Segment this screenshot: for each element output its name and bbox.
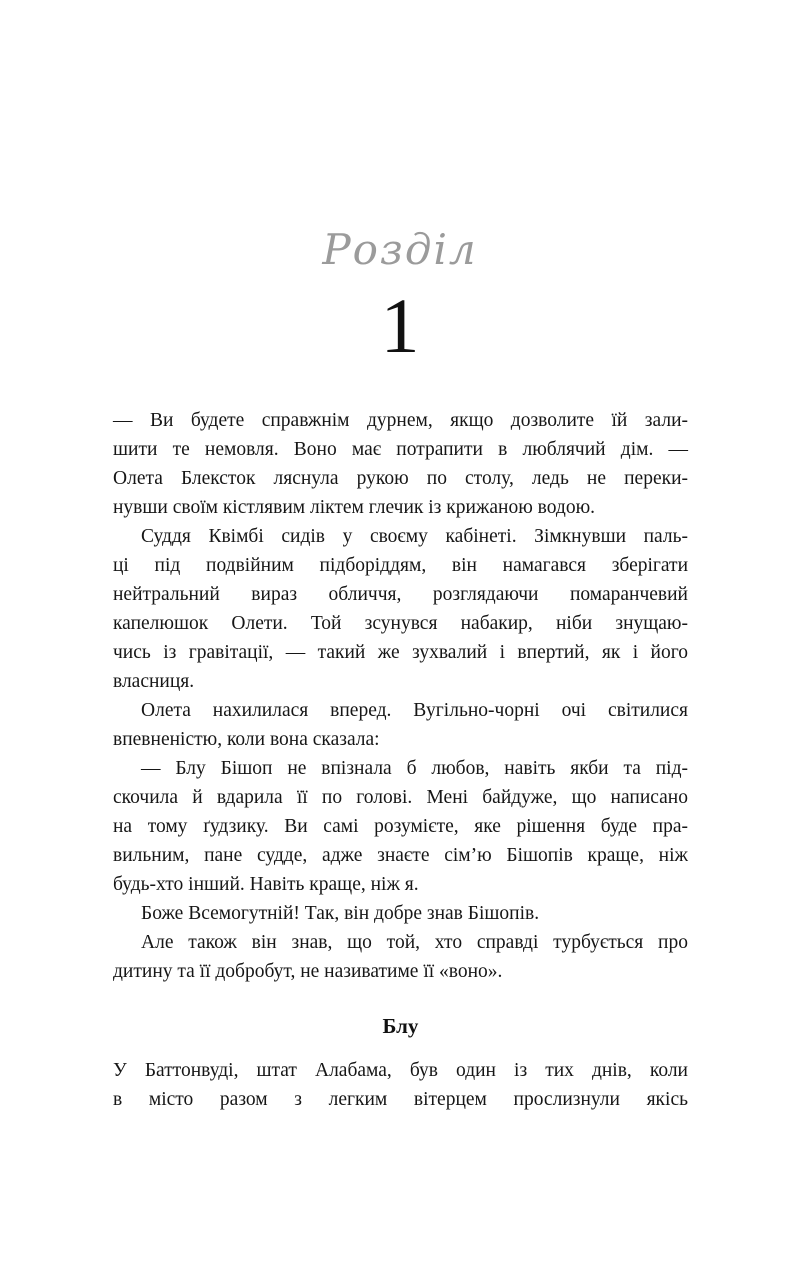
text-line: — Блу Бішоп не впізнала б любов, навіть якби та під- — [141, 758, 688, 779]
text-line: скочила й вдарила її по голові. Мені байдуже, що написано — [113, 787, 688, 808]
text-line: нувши своїм кістлявим ліктем глечик із крижаною водою. — [113, 497, 596, 518]
chapter-label: Розділ — [322, 225, 478, 274]
text-line: на тому ґудзику. Ви самі розумієте, яке рішення буде пра- — [113, 816, 688, 837]
text-line: ці під подвійним підборіддям, він намагався зберігати — [113, 555, 688, 576]
text-line: дитину та її добробут, не називатиме її «воно». — [113, 961, 503, 982]
text-line: Олета нахилилася вперед. Вугільно-чорні очі світилися — [141, 700, 688, 721]
paragraph — [113, 928, 688, 986]
paragraph — [113, 1056, 688, 1114]
text-line: Олета Блексток ляснула рукою по столу, ледь не переки- — [113, 468, 688, 489]
text-line: шити те немовля. Воно має потрапити в люблячий дім. — — [113, 439, 688, 460]
text-line: нейтральний вираз обличчя, розглядаючи помаранчевий — [113, 584, 688, 605]
paragraph — [113, 696, 688, 754]
text-line: — Ви будете справжнім дурнем, якщо дозволите їй зали- — [113, 410, 688, 431]
text-line: будь-хто інший. Навіть краще, ніж я. — [113, 874, 419, 895]
text-line: чись із гравітації, — такий же зухвалий і впертий, як і його — [113, 642, 688, 663]
text-line: У Баттонвуді, штат Алабама, був один із тих днів, коли — [113, 1060, 688, 1081]
section-heading: Блу — [382, 1014, 419, 1038]
text-line: впевненістю, коли вона сказала: — [113, 729, 380, 750]
paragraph — [113, 406, 688, 522]
text-line: Боже Всемогутній! Так, він добре знав Бішопів. — [141, 903, 540, 924]
page-body — [113, 406, 688, 1114]
text-line: капелюшок Олети. Той зсунувся набакир, ніби знущаю- — [113, 613, 688, 634]
text-line: Але також він знав, що той, хто справді турбується про — [141, 932, 688, 953]
text-line: в місто разом з легким вітерцем прослизнули якісь — [113, 1089, 688, 1110]
paragraph — [113, 899, 688, 928]
paragraph — [113, 522, 688, 696]
chapter-number: 1 — [380, 282, 420, 369]
text-line: вильним, пане судде, адже знаєте сім’ю Бішопів краще, ніж — [113, 845, 688, 866]
text-line: Суддя Квімбі сидів у своєму кабінеті. Зімкнувши паль- — [141, 526, 688, 547]
paragraph — [113, 754, 688, 899]
text-line: власниця. — [113, 671, 195, 692]
